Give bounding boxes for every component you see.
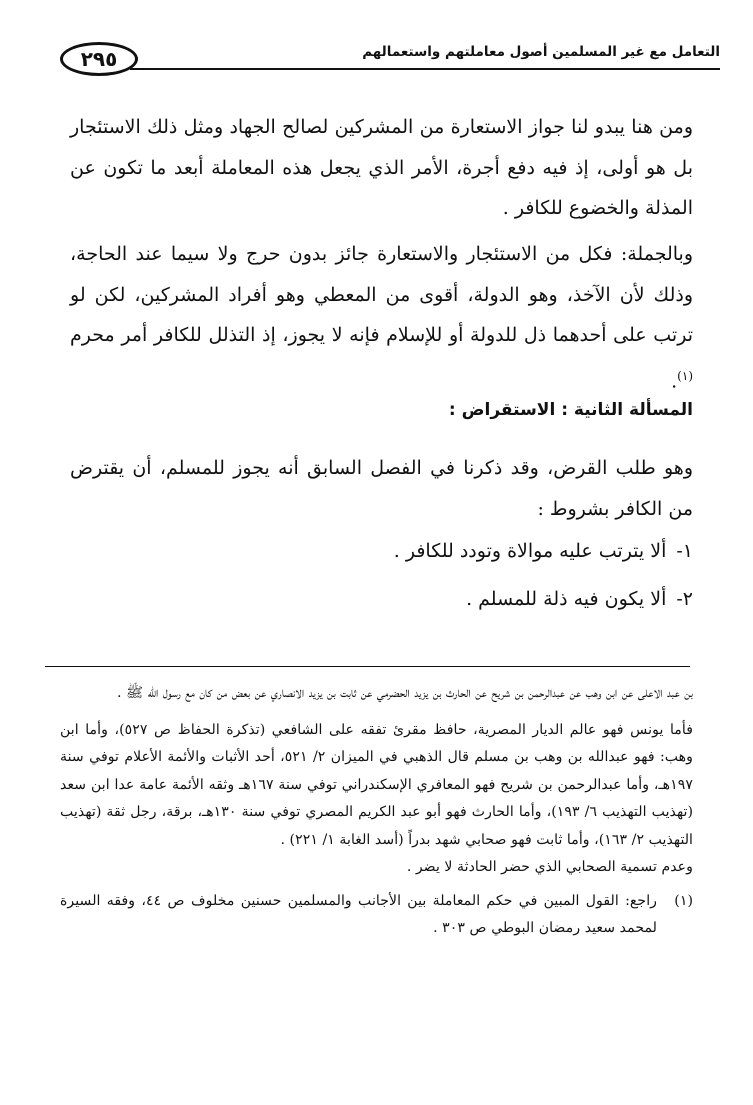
footnote-marker: (١)	[674, 892, 693, 909]
footnote-separator	[45, 666, 690, 667]
footnotes	[60, 680, 693, 943]
condition-number: ١-	[676, 540, 693, 562]
paragraph-3: وهو طلب القرض، وقد ذكرنا في الفصل السابق أنه يجوز للمسلم، أن يقترض من الكافر بشروط :	[70, 457, 693, 520]
condition-text: ألا يكون فيه ذلة للمسلم .	[466, 588, 667, 610]
paragraph-2-text: وبالجملة: فكل من الاستئجار والاستعارة جائز بدون حرج ولا سيما عند الحاجة، وذلك لأن الآخذ، وهو الدولة، أقوى من المعطي وهو أفراد المشركين، لكن لو ترتب على أحدهما ذل للدولة أو للإسلام فإنه لا يجوز، إذ التذلل للكافر أمر محرم	[70, 243, 693, 346]
footnote-reference[interactable]: (١)	[677, 368, 693, 383]
condition-item	[394, 540, 693, 562]
footnote-1-text: راجع: القول المبين في حكم المعاملة بين الأجانب والمسلمين حسنين مخلوف ص ٤٤، وفقه السيرة لمحمد سعيد رمضان البوطي ص ٣٠٣ .	[60, 892, 657, 936]
section-heading: المسألة الثانية : الاستقراض :	[448, 400, 693, 420]
condition-text: ألا يترتب عليه موالاة وتودد للكافر .	[393, 540, 667, 562]
paragraph-2	[70, 234, 693, 401]
paragraph-1: ومن هنا يبدو لنا جواز الاستعارة من المشركين لصالح الجهاد ومثل ذلك الاستئجار بل هو أولى، إذ فيه دفع أجرة، الأمر الذي يجعل هذه المعاملة أبعد ما تكون عن المذلة والخضوع للكافر .	[70, 116, 693, 219]
condition-number: ٢-	[676, 588, 693, 610]
running-title: التعامل مع غير المسلمين أصول معاملتهم واستعمالهم	[362, 44, 720, 60]
footnote-continuation: فأما يونس فهو عالم الديار المصرية، حافظ مقرئ تفقه على الشافعي (تذكرة الحفاظ ص ٥٢٧)، وأما ابن وهب: فهو عبدالله بن وهب بن مسلم قال الذهبي في الميزان ٢/ ٥٢١، أحد الأثبات والأئمة الأعلام توفي سنة ١٩٧هـ، وأما عبدالرحمن بن شريح فهو المعافري الإسكندراني توفي سنة ١٦٧هـ وثقه الأئمة عامة عدا ابن سعد (تهذيب التهذيب ٦/ ١٩٣)، وأما الحارث فهو أبو عبد الكريم المصري توفي سنة ١٣٠هـ، برقة، رجل ثقة (تهذيب التهذيب ٢/ ١٦٣)، وأما ثابت فهو صحابي شهد بدراً (أسد الغابة ١/ ٢٢١) .	[60, 721, 693, 848]
footnote-continuation: وعدم تسمية الصحابي الذي حضر الحادثة لا يضر .	[406, 859, 693, 875]
footnote-1	[60, 888, 693, 943]
condition-item	[466, 588, 693, 610]
page-header	[60, 38, 720, 84]
footnote-continuation: بن عبد الاعلى عن ابن وهب عن عبدالرحمن بن شريح عن الحارث بن يزيد الحضرمي عن ثابت بن يزيد الانصاري عن بعض من كان مع رسول الله ﷺ .	[117, 685, 693, 701]
page-number: ٢٩٥	[60, 42, 138, 76]
header-rule	[130, 68, 720, 70]
paragraph-2-end: .	[671, 369, 678, 392]
